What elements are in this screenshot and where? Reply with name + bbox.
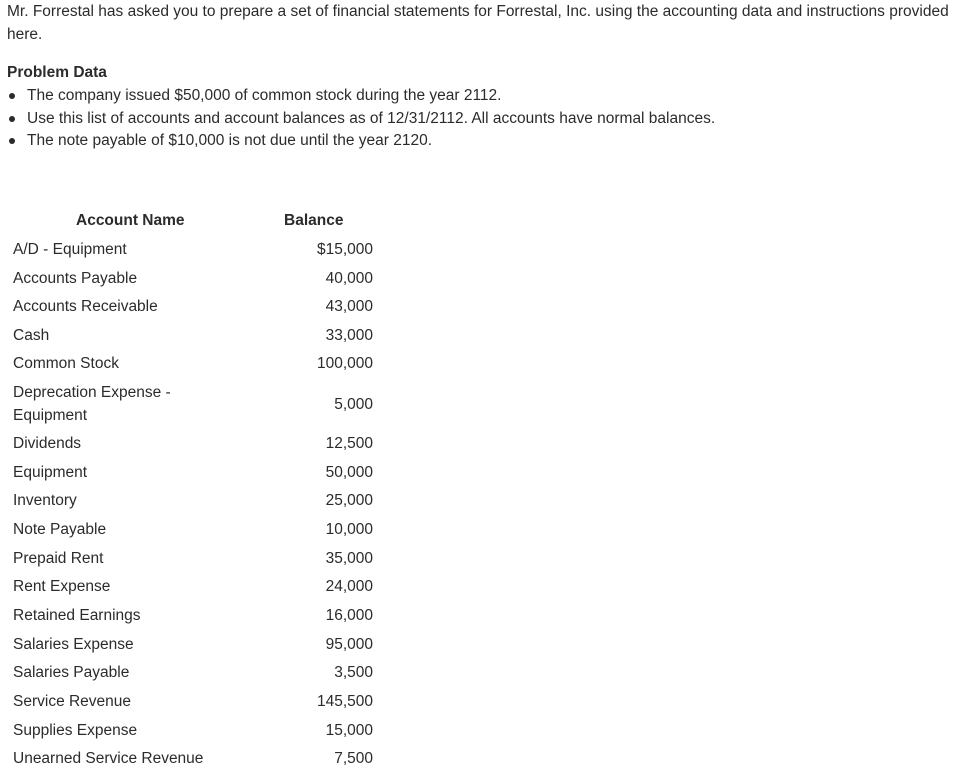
balance-cell: 7,500 [334, 750, 373, 767]
list-item [7, 108, 715, 131]
account-name-cell: Dividends [13, 435, 82, 452]
account-name-cell: Unearned Service Revenue [13, 750, 204, 767]
balance-cell: 43,000 [325, 298, 373, 315]
balance-cell: $15,000 [316, 241, 373, 258]
balance-cell: 95,000 [325, 636, 373, 653]
balance-cell: 25,000 [325, 492, 373, 509]
account-name-cell: Accounts Receivable [13, 298, 158, 315]
account-name-cell: Inventory [13, 492, 77, 509]
account-name-cell: Common Stock [13, 355, 119, 372]
balance-cell: 10,000 [325, 521, 373, 538]
balance-cell: 35,000 [325, 550, 373, 567]
account-name-cell: Supplies Expense [13, 722, 138, 739]
bullet-text: The note payable of $10,000 is not due until the year 2120. [27, 132, 433, 149]
account-name-cell: Retained Earnings [13, 607, 141, 624]
bullet-icon [9, 116, 15, 122]
problem-data-heading: Problem Data [7, 64, 107, 81]
balance-header: Balance [284, 212, 344, 229]
account-name-cell: Salaries Expense [13, 636, 134, 653]
balance-cell: 24,000 [325, 578, 373, 595]
balance-cell: 16,000 [325, 607, 373, 624]
account-name-cell: Equipment [13, 464, 88, 481]
bullet-icon [9, 138, 15, 144]
account-name-cell: Rent Expense [13, 578, 111, 595]
bullet-icon [9, 93, 15, 99]
balance-cell: 3,500 [334, 664, 373, 681]
bullet-text: Use this list of accounts and account balances as of 12/31/2112. All accounts have normal balances. [27, 109, 716, 127]
account-name-cell: Service Revenue [13, 693, 132, 710]
intro-paragraph: Mr. Forrestal has asked you to prepare a set of financial statements for Forrestal, Inc. using the accounting data and instructions provided here. [7, 3, 949, 43]
account-name-cell: Note Payable [13, 521, 107, 538]
account-name-cell: A/D - Equipment [13, 241, 127, 258]
account-name-cell: Cash [13, 327, 50, 344]
bullet-text: The company issued $50,000 of common stock during the year 2112. [27, 87, 502, 104]
balance-cell: 40,000 [325, 270, 373, 287]
account-name-cell: Deprecation Expense - Equipment [13, 384, 171, 424]
balance-cell: 33,000 [325, 327, 373, 344]
problem-data-list [7, 85, 715, 153]
account-name-cell: Salaries Payable [13, 664, 130, 681]
account-name-cell: Prepaid Rent [13, 550, 104, 567]
list-item [7, 130, 715, 153]
balance-cell: 12,500 [325, 435, 373, 452]
balance-cell: 50,000 [325, 464, 373, 481]
balance-cell: 5,000 [334, 396, 373, 413]
balance-cell: 145,500 [316, 693, 373, 710]
account-name-header: Account Name [76, 212, 185, 229]
list-item [7, 85, 715, 108]
balance-cell: 15,000 [325, 722, 373, 739]
account-name-cell: Accounts Payable [13, 270, 138, 287]
balance-cell: 100,000 [316, 355, 373, 372]
